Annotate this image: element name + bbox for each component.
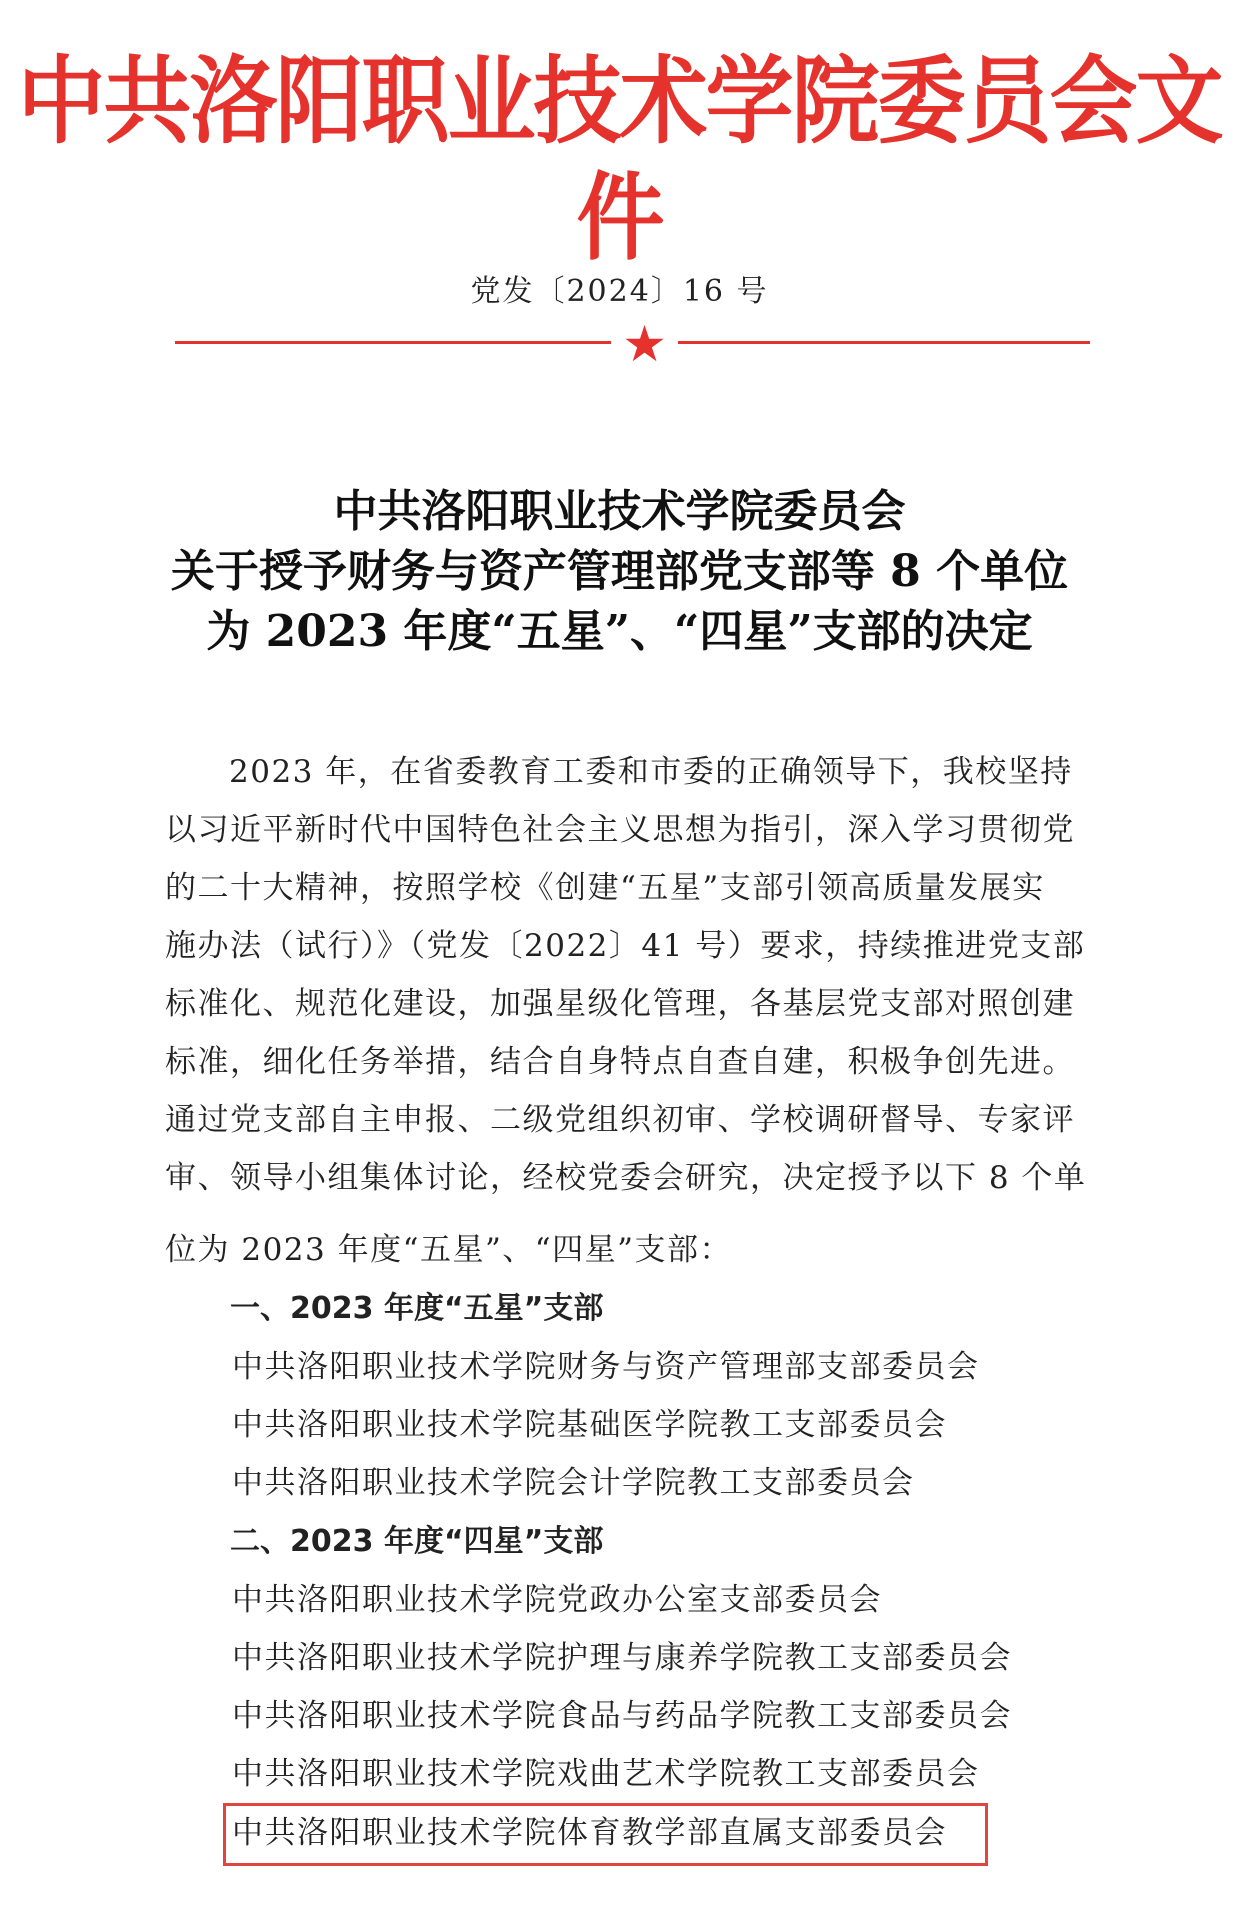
body-line: 施办法（试行）》（党发〔2022〕41 号）要求，持续推进党支部 bbox=[165, 928, 1086, 964]
body-paragraph bbox=[165, 743, 1085, 1279]
five-star-item: 中共洛阳职业技术学院会计学院教工支部委员会 bbox=[232, 1465, 915, 1501]
body-line: 通过党支部自主申报、二级党组织初审、学校调研督导、专家评 bbox=[165, 1102, 1075, 1138]
body-line: 审、领导小组集体讨论，经校党委会研究，决定授予以下 8 个单 bbox=[165, 1160, 1087, 1196]
five-star-item: 中共洛阳职业技术学院财务与资产管理部支部委员会 bbox=[232, 1349, 980, 1385]
red-star-icon: ★ bbox=[622, 315, 667, 373]
body-line: 标准化、规范化建设，加强星级化管理，各基层党支部对照创建 bbox=[165, 986, 1075, 1022]
body-line: 的二十大精神，按照学校《创建“五星”支部引领高质量发展实 bbox=[165, 870, 1045, 906]
four-star-item: 中共洛阳职业技术学院戏曲艺术学院教工支部委员会 bbox=[232, 1756, 980, 1792]
document-title bbox=[0, 482, 1239, 662]
body-line: 标准，细化任务举措，结合自身特点自查自建，积极争创先进。 bbox=[165, 1044, 1075, 1080]
body-line: 以习近平新时代中国特色社会主义思想为指引，深入学习贯彻党 bbox=[165, 812, 1075, 848]
four-star-item: 中共洛阳职业技术学院食品与药品学院教工支部委员会 bbox=[232, 1698, 1012, 1734]
five-star-heading: 一、2023 年度“五星”支部 bbox=[230, 1291, 604, 1326]
title-line: 关于授予财务与资产管理部党支部等 8 个单位 bbox=[170, 546, 1069, 597]
highlight-box bbox=[223, 1803, 988, 1866]
red-divider-right bbox=[678, 341, 1090, 344]
title-line: 中共洛阳职业技术学院委员会 bbox=[333, 486, 906, 537]
five-star-item: 中共洛阳职业技术学院基础医学院教工支部委员会 bbox=[232, 1407, 947, 1443]
document-number: 党发〔2024〕16 号 bbox=[470, 274, 769, 309]
masthead-title: 中共洛阳职业技术学院委员会文件 bbox=[17, 45, 1222, 274]
title-line: 为 2023 年度“五星”、“四星”支部的决定 bbox=[206, 606, 1033, 657]
four-star-item-highlighted: 中共洛阳职业技术学院体育教学部直属支部委员会 bbox=[232, 1815, 947, 1851]
four-star-item: 中共洛阳职业技术学院党政办公室支部委员会 bbox=[232, 1582, 882, 1618]
body-line: 位为 2023 年度“五星”、“四星”支部： bbox=[165, 1232, 732, 1268]
body-line: 2023 年，在省委教育工委和市委的正确领导下，我校坚持 bbox=[229, 754, 1073, 790]
red-divider-left bbox=[175, 341, 611, 344]
four-star-item: 中共洛阳职业技术学院护理与康养学院教工支部委员会 bbox=[232, 1640, 1012, 1676]
four-star-heading: 二、2023 年度“四星”支部 bbox=[230, 1524, 604, 1559]
